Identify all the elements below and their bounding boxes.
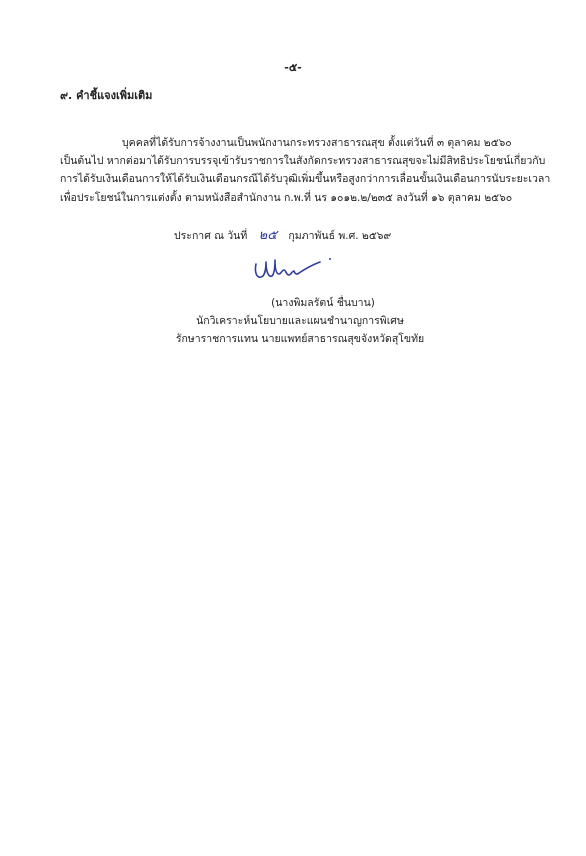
page-number: -๕-	[284, 61, 302, 74]
announcement-date-line	[174, 228, 391, 244]
announcement-day: ๒๕	[258, 228, 278, 243]
paragraph-line: บุคคลที่ได้รับการจ้างงานเป็นพนักงานกระทรวงสาธารณสุข ตั้งแต่วันที่ ๓ ตุลาคม ๒๕๖๐	[122, 137, 512, 149]
announcement-month-year: กุมภาพันธ์ พ.ศ. ๒๕๖๙	[288, 230, 392, 242]
paragraph-line: เป็นต้นไป หากต่อมาได้รับการบรรจุเข้ารับราชการในสังกัดกระทรวงสาธารณสุขจะไม่มีสิทธิประโยชน์เกี่ยวกับ	[60, 155, 546, 167]
signer-acting-for: รักษาราชการแทน นายแพทย์สาธารณสุขจังหวัดสุโขทัย	[175, 333, 425, 345]
handwritten-signature	[250, 250, 340, 290]
signer-position: นักวิเคราะห์นโยบายและแผนชำนาญการพิเศษ	[196, 315, 404, 327]
announcement-prefix: ประกาศ ณ วันที่	[174, 230, 248, 242]
paragraph-line: เพื่อประโยชน์ในการแต่งตั้ง ตามหนังสือสำนักงาน ก.พ.ที่ นร ๑๐๑๒.๒/๒๓๕ ลงวันที่ ๑๖ ตุลาคม ๒๕๖๐	[60, 192, 513, 204]
paragraph-line: การได้รับเงินเดือนการให้ได้รับเงินเดือนกรณีได้รับวุฒิเพิ่มขึ้นหรือสูงกว่าการเลื่อนขั้นเงินเดือนการนับระยะเวลา	[60, 173, 551, 185]
signer-name: (นางพิมลรัตน์ ชื่นบาน)	[271, 297, 375, 309]
section-heading: ๙. คำชี้แจงเพิ่มเติม	[60, 89, 153, 102]
